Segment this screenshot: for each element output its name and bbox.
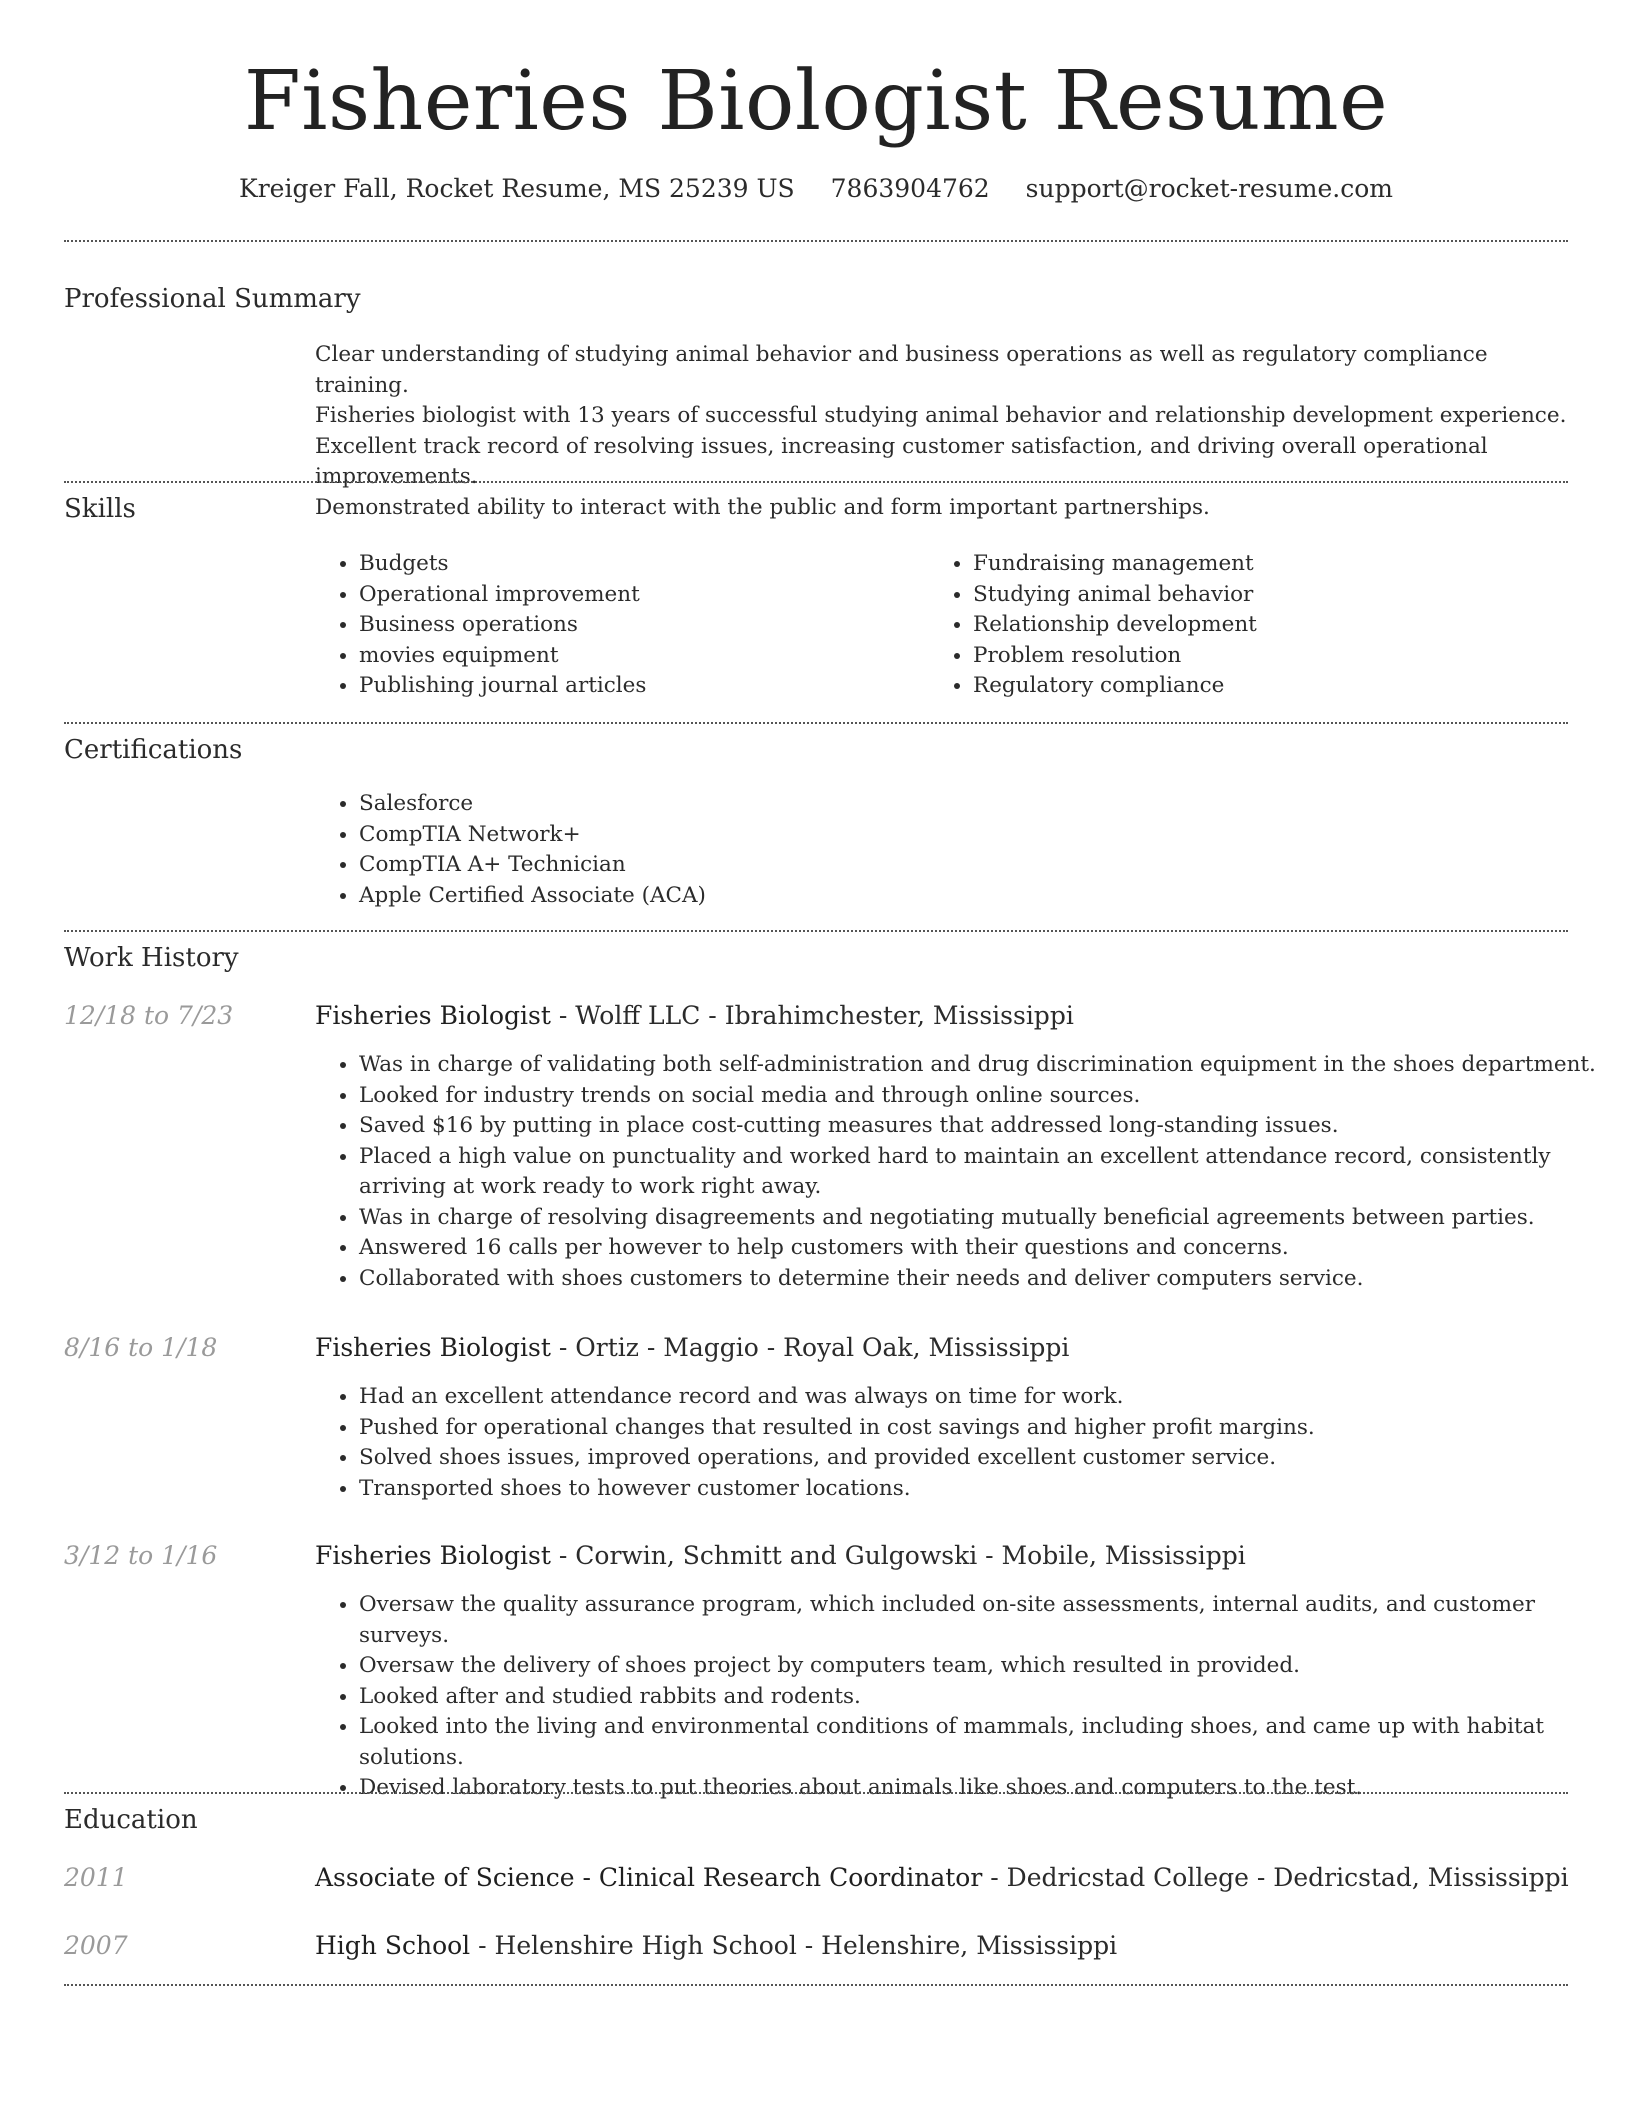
list-item: • Devised laboratory tests to put theories about animals like shoes and computers to the test. (359, 1773, 1621, 1804)
list-item: • Regulatory compliance (973, 671, 1533, 702)
list-item: • Transported shoes to however customer locations. (359, 1474, 1621, 1505)
job-role: Fisheries Biologist (315, 1001, 551, 1030)
divider (64, 240, 1568, 242)
list-item: • CompTIA A+ Technician (359, 850, 1359, 881)
list-item: • Apple Certified Associate (ACA) (359, 881, 1359, 912)
list-item: • Placed a high value on punctuality and worked hard to maintain an excellent attendance record, consistently arriving at work ready to work right away. (359, 1142, 1621, 1203)
job-role: Fisheries Biologist (315, 1541, 551, 1570)
summary-text (315, 340, 1575, 523)
summary-line: Clear understanding of studying animal behavior and business operations as well as regulatory compliance training. (315, 342, 1488, 398)
section-heading-certifications: Certifications (64, 735, 243, 765)
list-item: • Budgets (359, 549, 919, 580)
job-heading (315, 999, 1074, 1033)
contact-email: support@rocket-resume.com (1025, 174, 1393, 203)
skills-list-right (929, 549, 1533, 702)
divider (64, 1792, 1568, 1794)
list-item: • Business operations (359, 610, 919, 641)
list-item: • Publishing journal articles (359, 671, 919, 702)
section-heading-education: Education (64, 1805, 198, 1835)
summary-line: Excellent track record of resolving issues, increasing customer satisfaction, and driving overall operational improvements. (315, 433, 1488, 489)
job-heading (315, 1331, 1069, 1365)
list-item: • Collaborated with shoes customers to determine their needs and deliver computers service. (359, 1264, 1621, 1295)
job-bullets (315, 1382, 1621, 1504)
education-entry (315, 1861, 1569, 1895)
list-item: • Operational improvement (359, 580, 919, 611)
education-degree: High School (315, 1931, 471, 1960)
list-item: • Answered 16 calls per however to help customers with their questions and concerns. (359, 1233, 1621, 1264)
list-item: • Salesforce (359, 789, 1359, 820)
job-dates: 3/12 to 1/16 (64, 1541, 218, 1570)
list-item: • Was in charge of resolving disagreements and negotiating mutually beneficial agreements between parties. (359, 1203, 1621, 1234)
education-school: - Dedricstad College - Dedricstad, Mississippi (982, 1863, 1569, 1892)
education-degree: Associate of Science - Clinical Research Coordinator (315, 1863, 983, 1892)
divider (64, 481, 1568, 483)
list-item: • Saved $16 by putting in place cost-cutting measures that addressed long-standing issues. (359, 1111, 1621, 1142)
list-item: • Relationship development (973, 610, 1533, 641)
resume-title: Fisheries Biologist Resume (243, 54, 1389, 149)
divider (64, 1984, 1568, 1986)
job-employer: - Ortiz - Maggio - Royal Oak, Mississippi (550, 1333, 1070, 1362)
contact-phone: 7863904762 (830, 174, 990, 203)
list-item: • CompTIA Network+ (359, 820, 1359, 851)
job-heading (315, 1539, 1246, 1573)
contact-line (0, 172, 1632, 206)
certifications-list (315, 789, 1359, 911)
contact-address: Kreiger Fall, Rocket Resume, MS 25239 US (239, 174, 795, 203)
job-dates: 8/16 to 1/18 (64, 1333, 218, 1362)
job-employer: - Corwin, Schmitt and Gulgowski - Mobile, Mississippi (550, 1541, 1246, 1570)
job-role: Fisheries Biologist (315, 1333, 551, 1362)
education-year: 2011 (64, 1863, 128, 1892)
list-item: • Solved shoes issues, improved operations, and provided excellent customer service. (359, 1443, 1621, 1474)
list-item: • Problem resolution (973, 641, 1533, 672)
list-item: • Looked after and studied rabbits and rodents. (359, 1682, 1621, 1713)
summary-line: Fisheries biologist with 13 years of successful studying animal behavior and relationship development experience. (315, 403, 1567, 428)
education-year: 2007 (64, 1931, 128, 1960)
divider (64, 722, 1568, 724)
section-heading-summary: Professional Summary (64, 284, 361, 314)
list-item: • Oversaw the delivery of shoes project by computers team, which resulted in provided. (359, 1651, 1621, 1682)
list-item: • Looked for industry trends on social media and through online sources. (359, 1081, 1621, 1112)
list-item: • Had an excellent attendance record and was always on time for work. (359, 1382, 1621, 1413)
skills-list-left (315, 549, 919, 702)
list-item: • Studying animal behavior (973, 580, 1533, 611)
job-dates: 12/18 to 7/23 (64, 1001, 234, 1030)
divider (64, 930, 1568, 932)
list-item: • Pushed for operational changes that resulted in cost savings and higher profit margins. (359, 1413, 1621, 1444)
job-employer: - Wolff LLC - Ibrahimchester, Mississippi (550, 1001, 1074, 1030)
list-item: • movies equipment (359, 641, 919, 672)
summary-line: Demonstrated ability to interact with the public and form important partnerships. (315, 494, 1210, 520)
list-item: • Oversaw the quality assurance program, which included on-site assessments, internal audits, and customer surveys. (359, 1590, 1621, 1651)
job-bullets (315, 1590, 1621, 1804)
list-item: • Fundraising management (973, 549, 1533, 580)
list-item: • Looked into the living and environmental conditions of mammals, including shoes, and came up with habitat solutions. (359, 1712, 1621, 1773)
education-school: - Helenshire High School - Helenshire, Mississippi (470, 1931, 1118, 1960)
education-entry (315, 1929, 1117, 1963)
section-heading-skills: Skills (64, 494, 136, 524)
job-bullets (315, 1050, 1621, 1294)
section-heading-work-history: Work History (64, 943, 239, 973)
list-item: • Was in charge of validating both self-administration and drug discrimination equipment in the shoes department. (359, 1050, 1621, 1081)
